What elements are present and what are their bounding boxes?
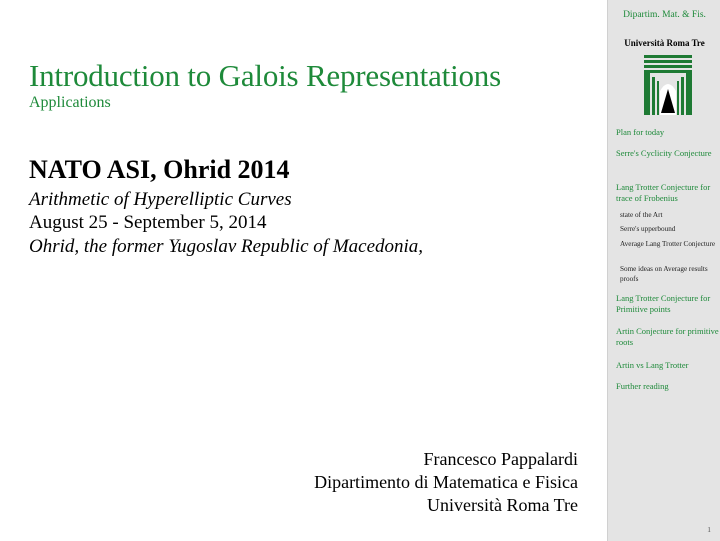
page-number: 1	[707, 525, 711, 534]
university-arch-logo-icon	[644, 53, 692, 115]
sidebar-subitem-average-lang-trotter[interactable]: Average Lang Trotter Conjecture	[620, 240, 716, 248]
sidebar-item-lang-trotter-primitive[interactable]: Lang Trotter Conjecture for Primitive points	[616, 293, 711, 314]
sidebar-item-artin-conjecture[interactable]: Artin Conjecture for primitive roots	[616, 326, 719, 347]
sidebar-subitem-state-of-art[interactable]: state of the Art	[620, 211, 663, 219]
slide-subtitle: Applications	[29, 94, 111, 111]
sidebar-subitem-average-proofs[interactable]: Some ideas on Average results proofs	[620, 265, 708, 283]
author-university: Università Roma Tre	[427, 495, 578, 515]
author-name: Francesco Pappalardi	[423, 449, 578, 469]
event-location: Ohrid, the former Yugoslav Republic of Macedonia,	[29, 236, 424, 257]
author-department: Dipartimento di Matematica e Fisica	[314, 472, 578, 492]
event-name: NATO ASI, Ohrid 2014	[29, 155, 290, 184]
sidebar-item-plan-for-today[interactable]: Plan for today	[616, 127, 665, 137]
sidebar-item-further-reading[interactable]: Further reading	[616, 381, 669, 391]
sidebar-item-serres-cyclicity[interactable]: Serre's Cyclicity Conjecture	[616, 148, 712, 158]
sidebar-item-artin-vs-lang-trotter[interactable]: Artin vs Lang Trotter	[616, 360, 689, 370]
sidebar-university: Università Roma Tre	[624, 38, 705, 48]
slide-title: Introduction to Galois Representations	[29, 58, 501, 93]
event-topic: Arithmetic of Hyperelliptic Curves	[29, 189, 292, 210]
sidebar-subitem-serres-upperbound[interactable]: Serre's upperbound	[620, 225, 676, 233]
sidebar-department: Dipartim. Mat. & Fis.	[623, 10, 706, 20]
sidebar-item-lang-trotter-frobenius[interactable]: Lang Trotter Conjecture for trace of Frobenius	[616, 182, 711, 203]
event-dates: August 25 - September 5, 2014	[29, 212, 267, 233]
sidebar	[607, 0, 720, 541]
